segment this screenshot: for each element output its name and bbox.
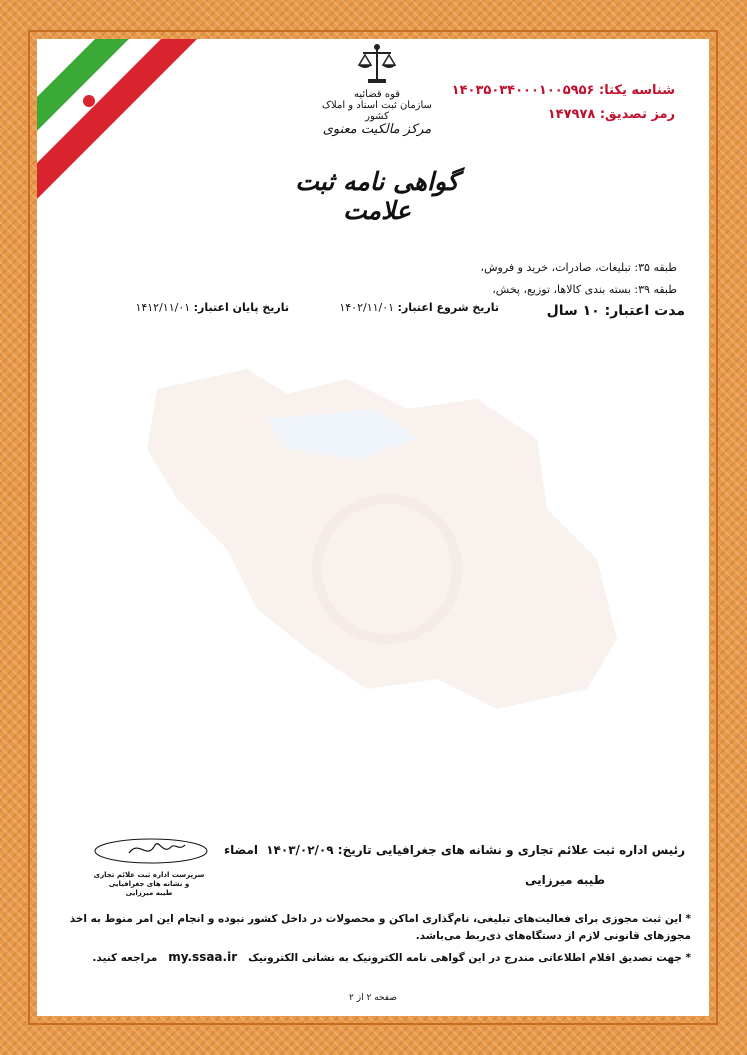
certificate-notes bbox=[51, 911, 691, 971]
duration-value: ۱۰ سال bbox=[546, 303, 600, 319]
validity-duration bbox=[547, 303, 685, 319]
scales-of-justice-icon bbox=[355, 43, 399, 87]
page-number: صفحه ۲ از ۲ bbox=[349, 993, 397, 1003]
end-value: ۱۴۱۲/۱۱/۰۱ bbox=[135, 301, 191, 314]
organization-label: سازمان ثبت اسناد و املاک کشور bbox=[322, 100, 432, 122]
signature-block bbox=[37, 825, 709, 915]
signer-title-row bbox=[266, 843, 685, 857]
end-label: تاریخ پایان اعتبار: bbox=[193, 301, 289, 314]
certificate-identifiers bbox=[452, 79, 675, 127]
judiciary-label: قوه قضائیه bbox=[353, 89, 401, 100]
sign-date-label: تاریخ: bbox=[337, 843, 372, 857]
iran-map-watermark-icon bbox=[117, 349, 637, 749]
note-legal: * این ثبت مجوزی برای فعالیت‌های تبلیغی، نام‌گذاری اماکن و محصولات در داخل کشور نبوده و انجام این امر منوط به اخذ مجوزهای قانونی لازم از دستگاه‌های ذی‌ربط می‌باشد. bbox=[69, 913, 691, 942]
stamp-line: طیبه میرزایی bbox=[125, 889, 173, 897]
stamp-line: سرپرست اداره ثبت علائم تجاری bbox=[93, 871, 205, 879]
iran-flag-ribbon-icon bbox=[37, 39, 217, 209]
class-item: طبقه ۳۹: بسته بندی کالاها، توزیع، پخش، bbox=[492, 283, 677, 296]
stamp-line: و نشانه های جغرافیایی bbox=[108, 880, 190, 888]
validity-start bbox=[339, 301, 499, 314]
start-value: ۱۴۰۲/۱۱/۰۱ bbox=[339, 301, 395, 314]
note-verification-tail: مراجعه کنید. bbox=[92, 952, 158, 964]
note-verification bbox=[51, 949, 691, 967]
certificate-title: گواهی نامه ثبت علامت bbox=[295, 167, 459, 225]
validity-end bbox=[135, 301, 289, 314]
unique-id-value: ۱۴۰۳۵۰۳۴۰۰۰۱۰۰۵۹۵۶ bbox=[451, 83, 595, 98]
validity-row bbox=[37, 297, 709, 327]
signature-stamp bbox=[89, 831, 209, 898]
center-label: مرکز مالکیت معنوی bbox=[322, 122, 432, 137]
sign-label: امضاء bbox=[224, 843, 259, 857]
trademark-classes bbox=[481, 257, 677, 301]
note-verification-text: * جهت تصدیق اقلام اطلاعاتی مندرج در این گواهی نامه الکترونیک به نشانی الکترونیک bbox=[248, 952, 691, 964]
unique-id-row bbox=[452, 79, 675, 103]
verification-code-row bbox=[452, 103, 675, 127]
judiciary-emblem bbox=[317, 43, 437, 137]
verification-code-value: ۱۴۷۹۷۸ bbox=[547, 107, 596, 122]
certificate-page bbox=[37, 39, 709, 1016]
signer-name: طیبه میرزایی bbox=[524, 873, 605, 887]
sign-date-value: ۱۴۰۳/۰۲/۰۹ bbox=[266, 843, 334, 857]
start-label: تاریخ شروع اعتبار: bbox=[397, 301, 499, 314]
handwritten-signature-icon bbox=[89, 831, 209, 867]
class-item: طبقه ۳۵: تبلیغات، صادرات، خرید و فروش، bbox=[480, 261, 677, 274]
verification-site-link[interactable]: my.ssaa.ir bbox=[168, 950, 238, 964]
verification-code-label: رمز تصدیق: bbox=[599, 107, 675, 122]
unique-id-label: شناسه یکتا: bbox=[599, 83, 675, 98]
duration-label: مدت اعتبار: bbox=[604, 303, 685, 319]
signer-title: رئیس اداره ثبت علائم تجاری و نشانه های جغرافیایی bbox=[375, 843, 685, 857]
